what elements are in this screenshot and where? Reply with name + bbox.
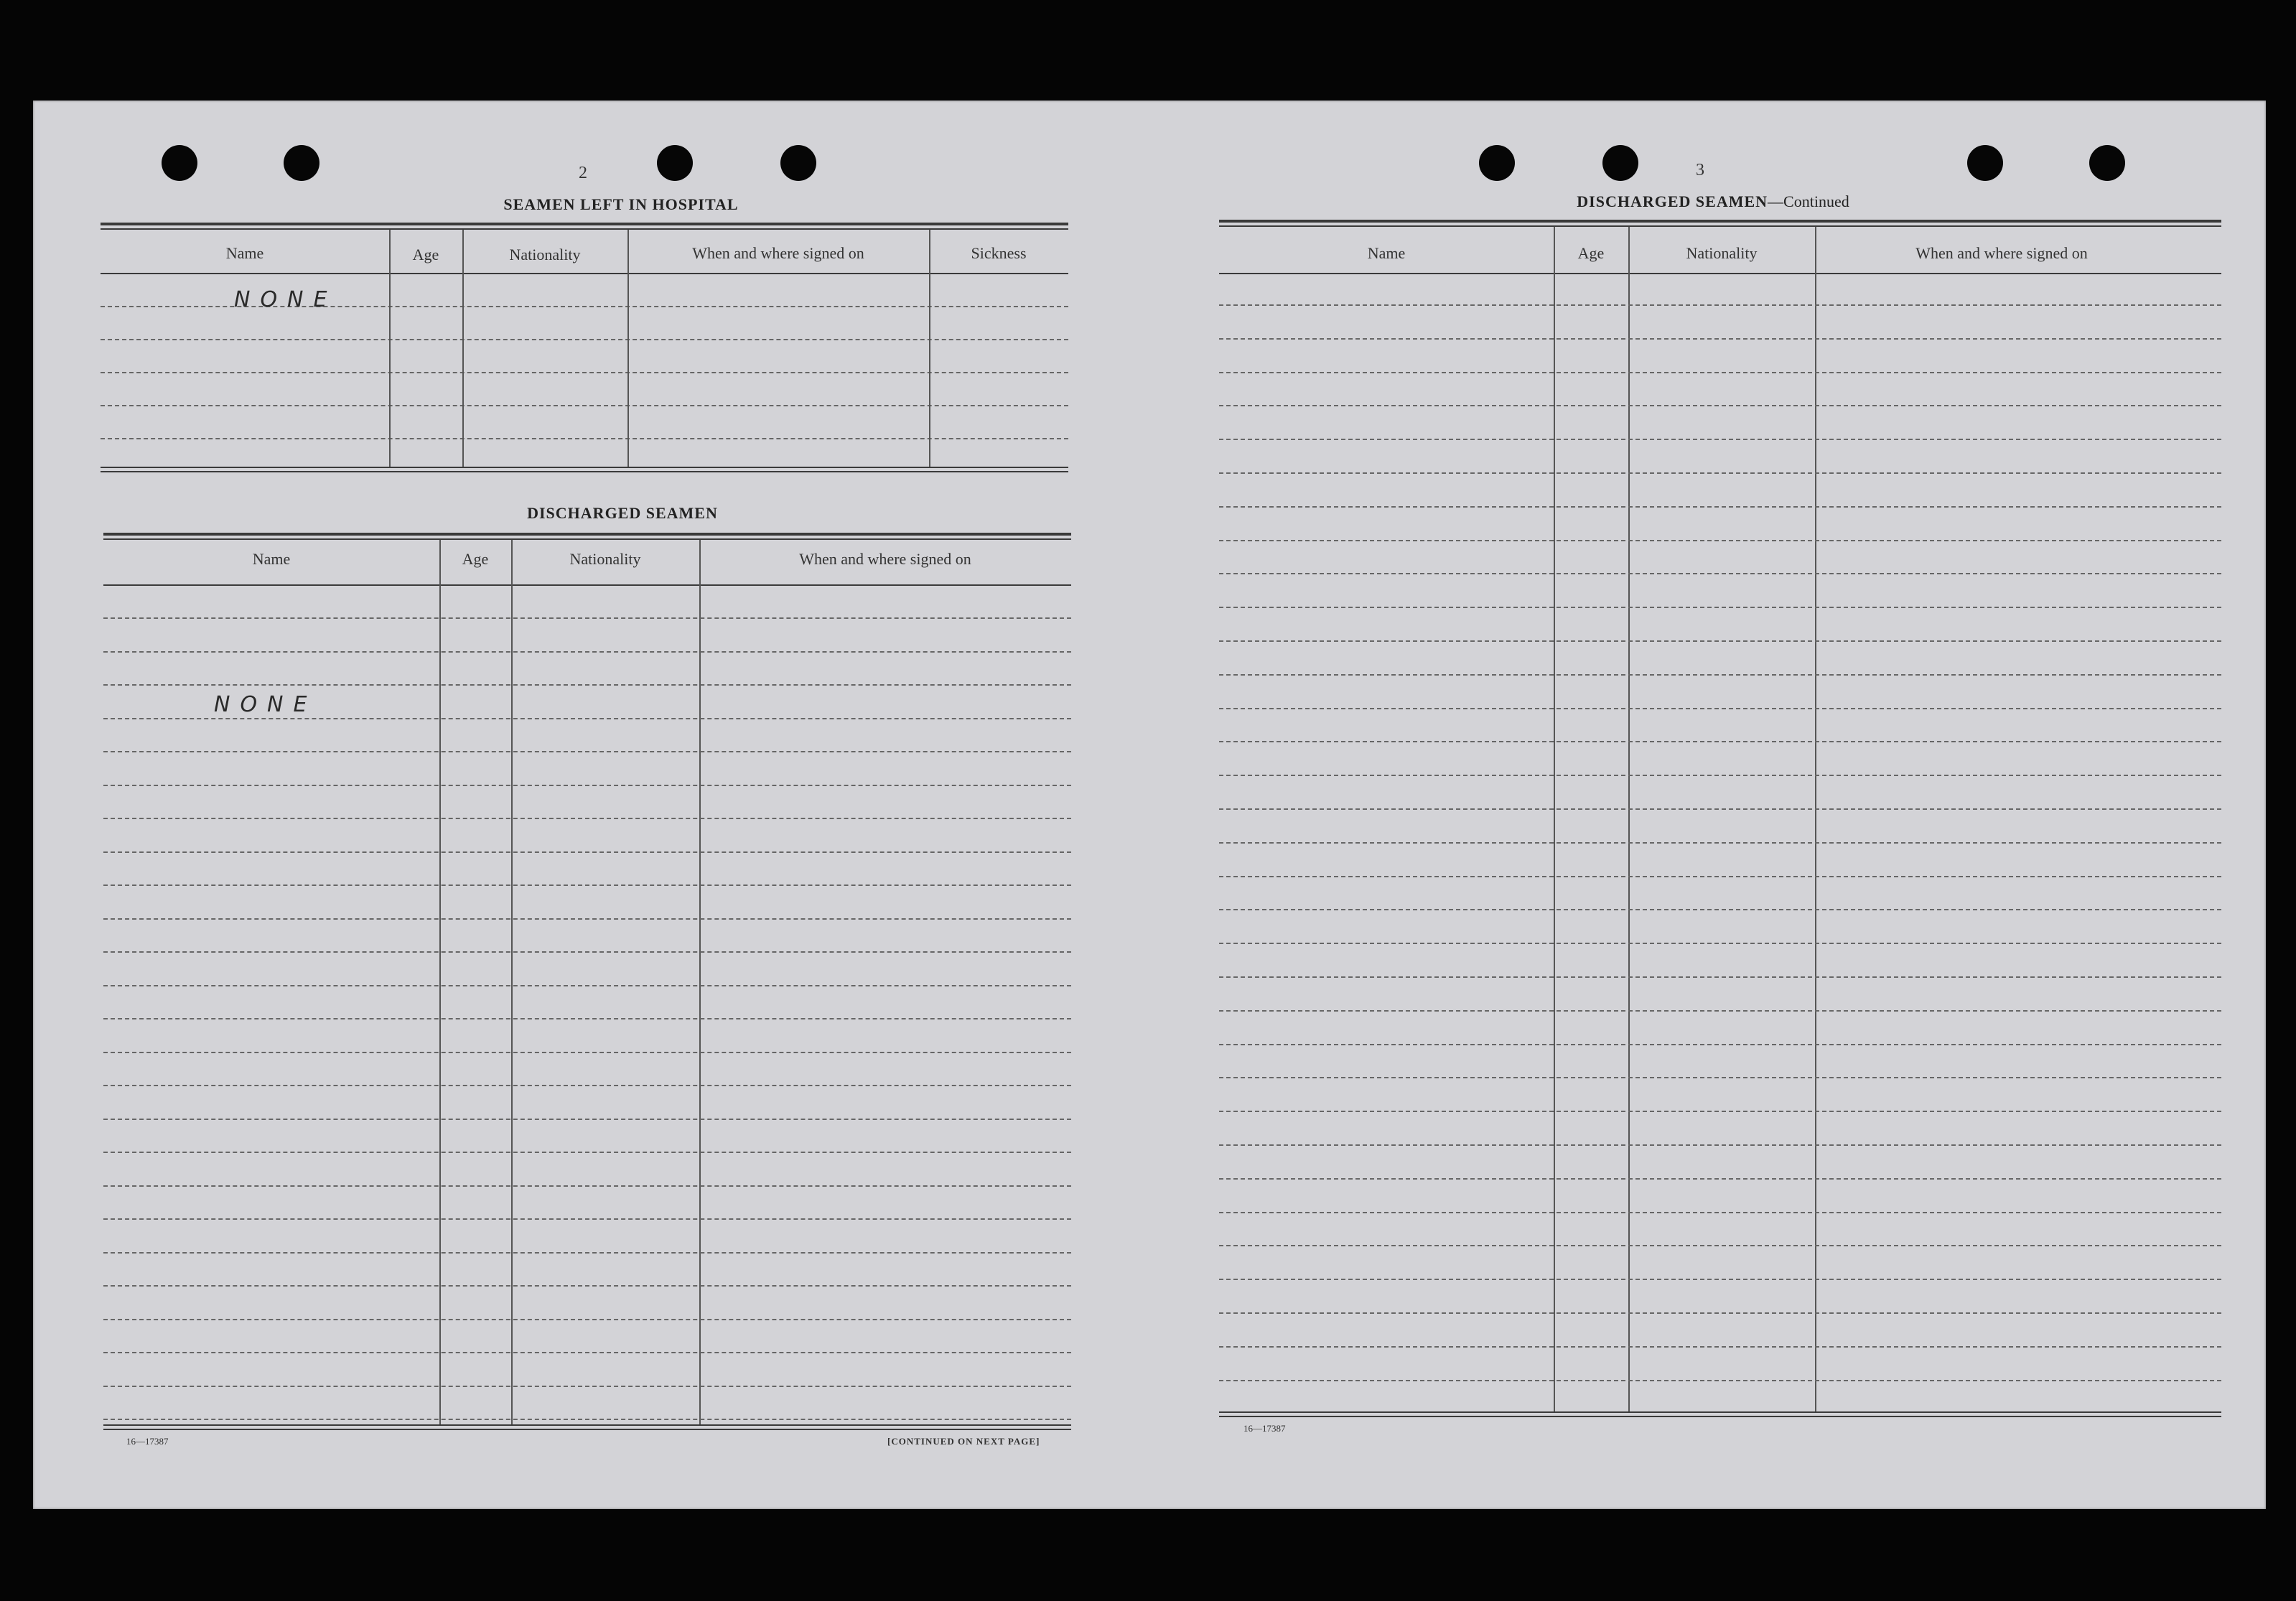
ruled-line [103,617,1071,619]
ruled-line [103,1185,1071,1187]
ruled-line [1219,640,2221,642]
ruled-line [1219,304,2221,306]
ruled-line [1219,405,2221,406]
hospital-section-title: SEAMEN LEFT IN HOSPITAL [503,195,739,213]
ruled-line [1219,573,2221,574]
ruled-line [1219,741,2221,742]
ruled-line [1219,540,2221,541]
hospital-table [101,223,1068,488]
discharged-continued-suffix: —Continued [1768,192,1849,210]
continued-note: [CONTINUED ON NEXT PAGE] [887,1436,1040,1447]
ruled-line [103,751,1071,752]
punch-hole [162,145,197,181]
ruled-line [1219,1077,2221,1078]
ruled-line [103,785,1071,786]
punch-hole [2089,145,2125,181]
ruled-line [103,851,1071,853]
ruled-line [1219,842,2221,844]
continued-col-age: Age [1577,244,1605,262]
form-number-left: 16—17387 [126,1436,169,1447]
page-number-right: 3 [1696,161,1704,179]
ruled-line [1219,876,2221,877]
continued-col-signed-on: When and where signed on [1915,244,2088,262]
hospital-col-signed-on: When and where signed on [692,244,864,262]
punch-hole [284,145,319,181]
form-number-right: 16—17387 [1243,1423,1286,1434]
discharged-handwritten-entry: NONE [214,692,317,717]
ruled-line [103,1119,1071,1120]
ruled-line [1219,1312,2221,1314]
ruled-line [1219,976,2221,978]
ruled-line [103,1085,1071,1086]
punch-hole [1967,145,2003,181]
ruled-line [1219,1279,2221,1280]
ruled-line [103,884,1071,886]
ruled-line [1219,808,2221,810]
ruled-line [103,1319,1071,1320]
hospital-col-nationality: Nationality [509,246,581,263]
ruled-line [1219,1380,2221,1381]
ruled-line [103,818,1071,819]
discharged-section-title: DISCHARGED SEAMEN [527,504,718,522]
ruled-line [1219,506,2221,508]
ruled-line [103,1218,1071,1220]
ruled-line [103,951,1071,953]
ruled-line [1219,775,2221,776]
ruled-line [103,1285,1071,1287]
ruled-line [103,985,1071,986]
ruled-line [103,1152,1071,1153]
ruled-line [103,1252,1071,1254]
discharged-col-signed-on: When and where signed on [799,550,971,568]
discharged-continued-title-main: DISCHARGED SEAMEN [1577,192,1768,210]
ruled-line [1219,1111,2221,1112]
ruled-line [1219,1212,2221,1213]
punch-hole [1479,145,1515,181]
ruled-line [1219,472,2221,474]
ruled-line [1219,674,2221,676]
ruled-line [1219,1346,2221,1348]
discharged-col-age: Age [462,550,489,568]
ruled-line [103,684,1071,686]
punch-hole [780,145,816,181]
discharged-table [103,533,1071,1430]
ruled-line [103,718,1071,719]
ruled-line [103,918,1071,920]
ruled-line [1219,1010,2221,1012]
ruled-line [103,651,1071,653]
ruled-line [1219,708,2221,709]
ruled-line [1219,372,2221,373]
ruled-line [1219,607,2221,608]
hospital-col-age: Age [412,246,439,263]
ruled-line [1219,1178,2221,1180]
discharged-col-nationality: Nationality [569,550,641,568]
punch-hole [657,145,693,181]
ruled-line [103,1386,1071,1387]
ruled-line [1219,338,2221,340]
hospital-handwritten-entry: NONE [234,287,337,312]
ruled-line [1219,439,2221,440]
ruled-line [1219,1245,2221,1246]
hospital-col-name: Name [225,244,264,262]
document-sheet [33,101,2266,1509]
discharged-col-name: Name [252,550,291,568]
ruled-line [103,1052,1071,1053]
ruled-line [103,1419,1071,1420]
page-number-left: 2 [579,164,587,182]
ruled-line [1219,1144,2221,1146]
punch-hole [1602,145,1638,181]
ruled-line [103,1018,1071,1019]
ruled-line [1219,943,2221,944]
ruled-line [1219,909,2221,910]
ruled-line [1219,1044,2221,1045]
ruled-line [103,1352,1071,1353]
continued-col-nationality: Nationality [1686,244,1758,262]
continued-col-name: Name [1367,244,1406,262]
discharged-continued-title [1534,192,1893,211]
hospital-col-sickness: Sickness [971,244,1027,262]
discharged-continued-table [1219,220,2221,1427]
